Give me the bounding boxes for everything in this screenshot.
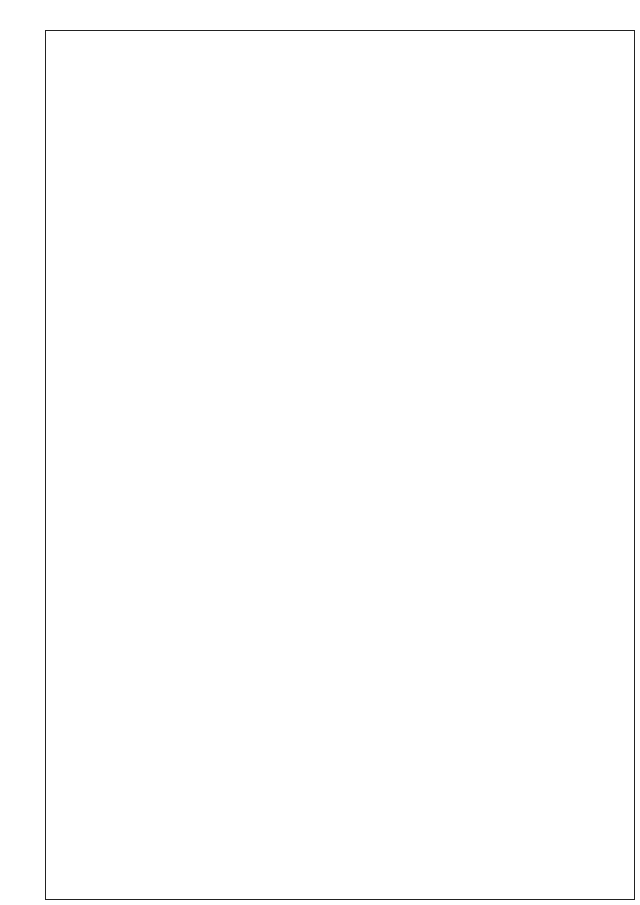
rotated-table-frame [46, 31, 636, 901]
data-table [46, 31, 636, 901]
table-body [46, 31, 636, 901]
table-sheet [45, 30, 635, 900]
